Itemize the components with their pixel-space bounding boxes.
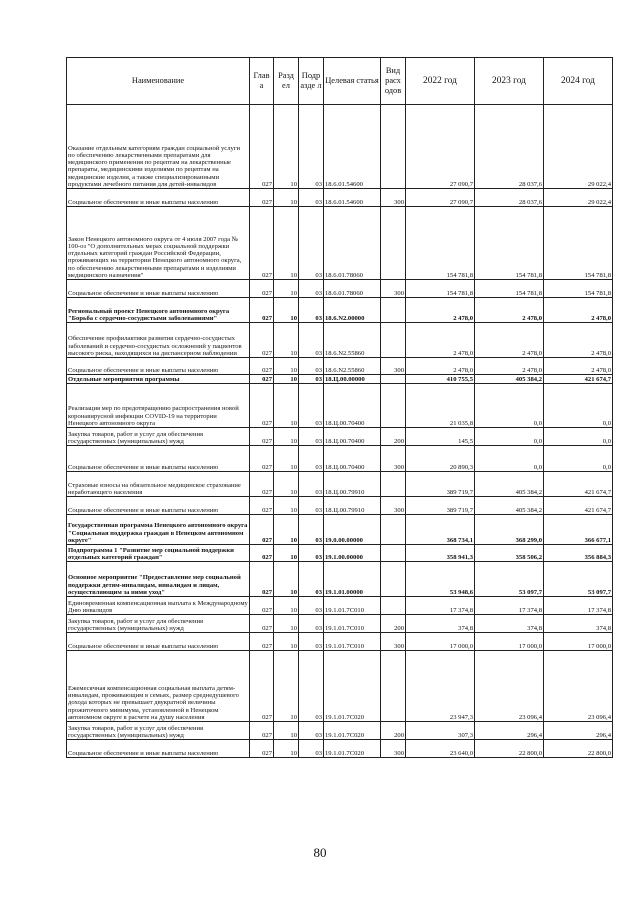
cell-chapter: 027 xyxy=(250,545,274,562)
cell-expense-type: 300 xyxy=(381,633,406,651)
cell-chapter: 027 xyxy=(250,428,274,446)
cell-expense-type xyxy=(381,651,406,722)
cell-name: Социальное обеспечение и иные выплаты населению xyxy=(67,740,250,758)
cell-chapter: 027 xyxy=(250,105,274,189)
cell-target-article: 18.6.N2.55860 xyxy=(324,358,381,375)
table-header-row xyxy=(67,58,613,105)
cell-2023: 0,0 xyxy=(475,428,544,446)
cell-2023: 374,8 xyxy=(475,615,544,633)
table-row xyxy=(67,597,613,615)
header-section: Разд ел xyxy=(274,58,299,105)
cell-chapter: 027 xyxy=(250,446,274,472)
cell-section: 10 xyxy=(274,472,299,497)
cell-section: 10 xyxy=(274,428,299,446)
cell-2022: 21 035,8 xyxy=(406,384,475,428)
cell-subsection: 03 xyxy=(299,105,324,189)
cell-section: 10 xyxy=(274,515,299,545)
table-row xyxy=(67,651,613,722)
cell-chapter: 027 xyxy=(250,615,274,633)
cell-name: Закупка товаров, работ и услуг для обеспечения государственных (муниципальных) нужд xyxy=(67,428,250,446)
cell-2022: 368 734,1 xyxy=(406,515,475,545)
cell-subsection: 03 xyxy=(299,428,324,446)
cell-2024: 366 677,1 xyxy=(544,515,613,545)
budget-table xyxy=(66,57,613,758)
cell-2023: 28 037,6 xyxy=(475,189,544,207)
cell-2022: 389 719,7 xyxy=(406,497,475,515)
cell-name: Отдельные мероприятия программы xyxy=(67,375,250,384)
cell-2024: 22 800,0 xyxy=(544,740,613,758)
cell-subsection: 03 xyxy=(299,515,324,545)
cell-subsection: 03 xyxy=(299,722,324,740)
cell-subsection: 03 xyxy=(299,597,324,615)
cell-chapter: 027 xyxy=(250,515,274,545)
cell-expense-type xyxy=(381,384,406,428)
table-row xyxy=(67,358,613,375)
cell-2024: 17 000,0 xyxy=(544,633,613,651)
cell-2023: 405 384,2 xyxy=(475,497,544,515)
cell-target-article: 18.Ц.00.79910 xyxy=(324,497,381,515)
cell-2023: 0,0 xyxy=(475,446,544,472)
cell-name: Ежемесячная компенсационная социальная выплата детям-инвалидам, проживающим в семьях, размер среднедушевого дохода которых не превышает двукратной величины прожиточного минимума, установленной в Ненецком автономном округе в расчете на душу населения xyxy=(67,651,250,722)
cell-expense-type xyxy=(381,375,406,384)
table-row xyxy=(67,472,613,497)
cell-2024: 17 374,8 xyxy=(544,597,613,615)
cell-section: 10 xyxy=(274,189,299,207)
cell-section: 10 xyxy=(274,446,299,472)
cell-chapter: 027 xyxy=(250,323,274,358)
cell-target-article: 19.1.01.7С020 xyxy=(324,740,381,758)
cell-expense-type: 300 xyxy=(381,740,406,758)
cell-chapter: 027 xyxy=(250,722,274,740)
cell-target-article: 19.1.01.7С010 xyxy=(324,633,381,651)
cell-name: Социальное обеспечение и иные выплаты населению xyxy=(67,189,250,207)
cell-section: 10 xyxy=(274,384,299,428)
cell-name: Социальное обеспечение и иные выплаты населению xyxy=(67,446,250,472)
cell-expense-type xyxy=(381,298,406,323)
cell-2023: 17 374,8 xyxy=(475,597,544,615)
cell-name: Социальное обеспечение и иные выплаты населению xyxy=(67,497,250,515)
cell-2022: 2 478,0 xyxy=(406,323,475,358)
table-row xyxy=(67,497,613,515)
cell-subsection: 03 xyxy=(299,545,324,562)
cell-2023: 53 097,7 xyxy=(475,562,544,597)
cell-2022: 154 781,8 xyxy=(406,280,475,298)
cell-name: Региональный проект Ненецкого автономного округа "Борьба с сердечно-сосудистыми заболеваниями" xyxy=(67,298,250,323)
cell-2023: 154 781,8 xyxy=(475,207,544,280)
table-row xyxy=(67,545,613,562)
cell-chapter: 027 xyxy=(250,375,274,384)
cell-target-article: 18.6.01.78060 xyxy=(324,207,381,280)
cell-subsection: 03 xyxy=(299,562,324,597)
cell-2022: 27 090,7 xyxy=(406,105,475,189)
table-row xyxy=(67,562,613,597)
cell-2022: 23 947,3 xyxy=(406,651,475,722)
cell-expense-type xyxy=(381,562,406,597)
cell-name: Закон Ненецкого автономного округа от 4 июля 2007 года № 100-оз "О дополнительных мерах социальной поддержки отдельных категорий граждан Российской Федерации, проживающих на территории Ненецкого автономного округа, по обеспечению лекарственными препаратами и изделиями медицинского назначения" xyxy=(67,207,250,280)
cell-expense-type xyxy=(381,545,406,562)
cell-chapter: 027 xyxy=(250,633,274,651)
cell-expense-type: 300 xyxy=(381,497,406,515)
cell-target-article: 18.Ц.00.79910 xyxy=(324,472,381,497)
cell-name: Подпрограмма 1 "Развитие мер социальной поддержки отдельных категорий граждан" xyxy=(67,545,250,562)
cell-chapter: 027 xyxy=(250,597,274,615)
cell-2022: 53 948,6 xyxy=(406,562,475,597)
table-row xyxy=(67,280,613,298)
cell-2022: 154 781,8 xyxy=(406,207,475,280)
cell-chapter: 027 xyxy=(250,472,274,497)
cell-section: 10 xyxy=(274,358,299,375)
cell-name: Реализация мер по предотвращению распространения новой коронавирусной инфекции COVID-19 на территории Ненецкого автономного округа xyxy=(67,384,250,428)
table-row xyxy=(67,722,613,740)
cell-subsection: 03 xyxy=(299,633,324,651)
cell-target-article: 19.1.01.00000 xyxy=(324,562,381,597)
cell-2024: 154 781,8 xyxy=(544,207,613,280)
cell-2024: 29 022,4 xyxy=(544,105,613,189)
cell-2022: 17 374,8 xyxy=(406,597,475,615)
cell-expense-type xyxy=(381,515,406,545)
cell-target-article: 18.Ц.00.70400 xyxy=(324,446,381,472)
cell-section: 10 xyxy=(274,298,299,323)
header-target-article: Целевая статья xyxy=(324,58,381,105)
cell-target-article: 18.6.N2.00000 xyxy=(324,298,381,323)
cell-2023: 405 384,2 xyxy=(475,472,544,497)
table-row xyxy=(67,375,613,384)
cell-subsection: 03 xyxy=(299,207,324,280)
cell-expense-type: 200 xyxy=(381,722,406,740)
cell-2024: 374,8 xyxy=(544,615,613,633)
header-name: Наименование xyxy=(67,58,250,105)
cell-name: Единовременная компенсационная выплата к Международному Дню инвалидов xyxy=(67,597,250,615)
cell-2022: 17 000,0 xyxy=(406,633,475,651)
cell-target-article: 19.0.00.00000 xyxy=(324,515,381,545)
cell-subsection: 03 xyxy=(299,446,324,472)
cell-target-article: 19.1.01.7С020 xyxy=(324,651,381,722)
cell-2022: 2 478,0 xyxy=(406,358,475,375)
cell-2022: 374,8 xyxy=(406,615,475,633)
cell-target-article: 18.Ц.00.70400 xyxy=(324,384,381,428)
cell-2023: 2 478,0 xyxy=(475,358,544,375)
cell-2022: 23 640,0 xyxy=(406,740,475,758)
cell-section: 10 xyxy=(274,597,299,615)
cell-chapter: 027 xyxy=(250,358,274,375)
table-row xyxy=(67,615,613,633)
header-year-2023: 2023 год xyxy=(475,58,544,105)
table-row xyxy=(67,428,613,446)
cell-chapter: 027 xyxy=(250,280,274,298)
cell-section: 10 xyxy=(274,615,299,633)
cell-subsection: 03 xyxy=(299,189,324,207)
cell-2022: 145,5 xyxy=(406,428,475,446)
cell-subsection: 03 xyxy=(299,375,324,384)
table-row xyxy=(67,105,613,189)
cell-2022: 27 090,7 xyxy=(406,189,475,207)
cell-2023: 2 478,0 xyxy=(475,323,544,358)
cell-2023: 368 299,0 xyxy=(475,515,544,545)
cell-name: Социальное обеспечение и иные выплаты населению xyxy=(67,358,250,375)
header-expense-type: Вид расх одов xyxy=(381,58,406,105)
cell-subsection: 03 xyxy=(299,472,324,497)
cell-section: 10 xyxy=(274,207,299,280)
cell-section: 10 xyxy=(274,740,299,758)
table-row xyxy=(67,384,613,428)
cell-subsection: 03 xyxy=(299,740,324,758)
cell-section: 10 xyxy=(274,651,299,722)
cell-2022: 389 719,7 xyxy=(406,472,475,497)
table-row xyxy=(67,633,613,651)
cell-target-article: 18.6.01.78060 xyxy=(324,280,381,298)
cell-2023: 2 478,0 xyxy=(475,298,544,323)
cell-2023: 296,4 xyxy=(475,722,544,740)
page-number: 80 xyxy=(313,845,327,860)
cell-section: 10 xyxy=(274,497,299,515)
table-row xyxy=(67,207,613,280)
cell-subsection: 03 xyxy=(299,323,324,358)
cell-2024: 29 022,4 xyxy=(544,189,613,207)
cell-2023: 0,0 xyxy=(475,384,544,428)
cell-subsection: 03 xyxy=(299,358,324,375)
cell-section: 10 xyxy=(274,633,299,651)
cell-name: Страховые взносы на обязательное медицинское страхование неработающего населения xyxy=(67,472,250,497)
cell-target-article: 19.1.01.7С020 xyxy=(324,722,381,740)
table-row xyxy=(67,446,613,472)
table-row xyxy=(67,515,613,545)
cell-chapter: 027 xyxy=(250,189,274,207)
cell-2023: 358 506,2 xyxy=(475,545,544,562)
cell-target-article: 18.6.N2.55860 xyxy=(324,323,381,358)
cell-2024: 0,0 xyxy=(544,428,613,446)
header-chapter: Глав а xyxy=(250,58,274,105)
cell-expense-type: 300 xyxy=(381,189,406,207)
cell-2024: 356 884,3 xyxy=(544,545,613,562)
cell-expense-type: 200 xyxy=(381,428,406,446)
cell-subsection: 03 xyxy=(299,497,324,515)
cell-2022: 2 478,0 xyxy=(406,298,475,323)
cell-name: Государственная программа Ненецкого автономного округа "Социальная поддержка граждан в Ненецком автономном округе" xyxy=(67,515,250,545)
cell-2022: 307,3 xyxy=(406,722,475,740)
cell-section: 10 xyxy=(274,375,299,384)
table-row xyxy=(67,298,613,323)
cell-expense-type: 300 xyxy=(381,358,406,375)
cell-chapter: 027 xyxy=(250,384,274,428)
cell-chapter: 027 xyxy=(250,562,274,597)
cell-2024: 421 674,7 xyxy=(544,497,613,515)
cell-target-article: 19.1.00.00000 xyxy=(324,545,381,562)
cell-chapter: 027 xyxy=(250,651,274,722)
header-subsection: Подр азде л xyxy=(299,58,324,105)
cell-name: Обеспечение профилактики развития сердечно-сосудистых заболеваний и сердечно-сосудистых осложнений у пациентов высокого риска, находящихся на диспансерном наблюдении xyxy=(67,323,250,358)
cell-chapter: 027 xyxy=(250,298,274,323)
cell-section: 10 xyxy=(274,280,299,298)
header-year-2024: 2024 год xyxy=(544,58,613,105)
cell-2024: 2 478,0 xyxy=(544,358,613,375)
cell-2024: 421 674,7 xyxy=(544,375,613,384)
cell-name: Основное мероприятие "Предоставление мер социальной поддержки детям-инвалидам, инвалидам и лицам, осуществляющим за ними уход" xyxy=(67,562,250,597)
cell-2023: 17 000,0 xyxy=(475,633,544,651)
cell-2023: 28 037,6 xyxy=(475,105,544,189)
cell-expense-type: 200 xyxy=(381,615,406,633)
table-body xyxy=(67,105,613,758)
cell-name: Закупка товаров, работ и услуг для обеспечения государственных (муниципальных) нужд xyxy=(67,722,250,740)
cell-expense-type: 300 xyxy=(381,446,406,472)
cell-subsection: 03 xyxy=(299,651,324,722)
cell-target-article: 18.6.01.54600 xyxy=(324,105,381,189)
cell-subsection: 03 xyxy=(299,280,324,298)
cell-subsection: 03 xyxy=(299,298,324,323)
cell-chapter: 027 xyxy=(250,207,274,280)
cell-target-article: 18.Ц.00.00000 xyxy=(324,375,381,384)
cell-expense-type xyxy=(381,207,406,280)
cell-section: 10 xyxy=(274,545,299,562)
cell-2024: 0,0 xyxy=(544,384,613,428)
cell-subsection: 03 xyxy=(299,615,324,633)
cell-2022: 358 941,3 xyxy=(406,545,475,562)
cell-2022: 410 755,5 xyxy=(406,375,475,384)
cell-2024: 23 096,4 xyxy=(544,651,613,722)
cell-2024: 0,0 xyxy=(544,446,613,472)
table-row xyxy=(67,189,613,207)
cell-2023: 22 800,0 xyxy=(475,740,544,758)
cell-chapter: 027 xyxy=(250,740,274,758)
cell-2023: 405 384,2 xyxy=(475,375,544,384)
cell-name: Закупка товаров, работ и услуг для обеспечения государственных (муниципальных) нужд xyxy=(67,615,250,633)
cell-section: 10 xyxy=(274,722,299,740)
cell-expense-type xyxy=(381,323,406,358)
cell-target-article: 19.1.01.7С010 xyxy=(324,597,381,615)
table-row xyxy=(67,323,613,358)
cell-target-article: 18.6.01.54600 xyxy=(324,189,381,207)
cell-section: 10 xyxy=(274,562,299,597)
cell-name: Социальное обеспечение и иные выплаты населению xyxy=(67,633,250,651)
cell-2024: 2 478,0 xyxy=(544,323,613,358)
cell-expense-type: 300 xyxy=(381,280,406,298)
cell-name: Оказание отдельным категориям граждан социальной услуги по обеспечению лекарственными препаратами для медицинского применения по рецептам на лекарственные препараты, медицинскими изделиями по рецептам на медицинские изделия, а также специализированными продуктами лечебного питания для детей-инвалидов xyxy=(67,105,250,189)
cell-section: 10 xyxy=(274,323,299,358)
cell-target-article: 18.Ц.00.70400 xyxy=(324,428,381,446)
cell-subsection: 03 xyxy=(299,384,324,428)
cell-expense-type xyxy=(381,105,406,189)
cell-chapter: 027 xyxy=(250,497,274,515)
cell-expense-type xyxy=(381,597,406,615)
cell-2024: 2 478,0 xyxy=(544,298,613,323)
cell-2023: 23 096,4 xyxy=(475,651,544,722)
cell-expense-type xyxy=(381,472,406,497)
cell-2022: 20 890,3 xyxy=(406,446,475,472)
cell-2024: 53 097,7 xyxy=(544,562,613,597)
cell-2024: 421 674,7 xyxy=(544,472,613,497)
cell-name: Социальное обеспечение и иные выплаты населению xyxy=(67,280,250,298)
cell-2024: 154 781,8 xyxy=(544,280,613,298)
table-row xyxy=(67,740,613,758)
cell-2024: 296,4 xyxy=(544,722,613,740)
cell-section: 10 xyxy=(274,105,299,189)
header-year-2022: 2022 год xyxy=(406,58,475,105)
cell-target-article: 19.1.01.7С010 xyxy=(324,615,381,633)
cell-2023: 154 781,8 xyxy=(475,280,544,298)
